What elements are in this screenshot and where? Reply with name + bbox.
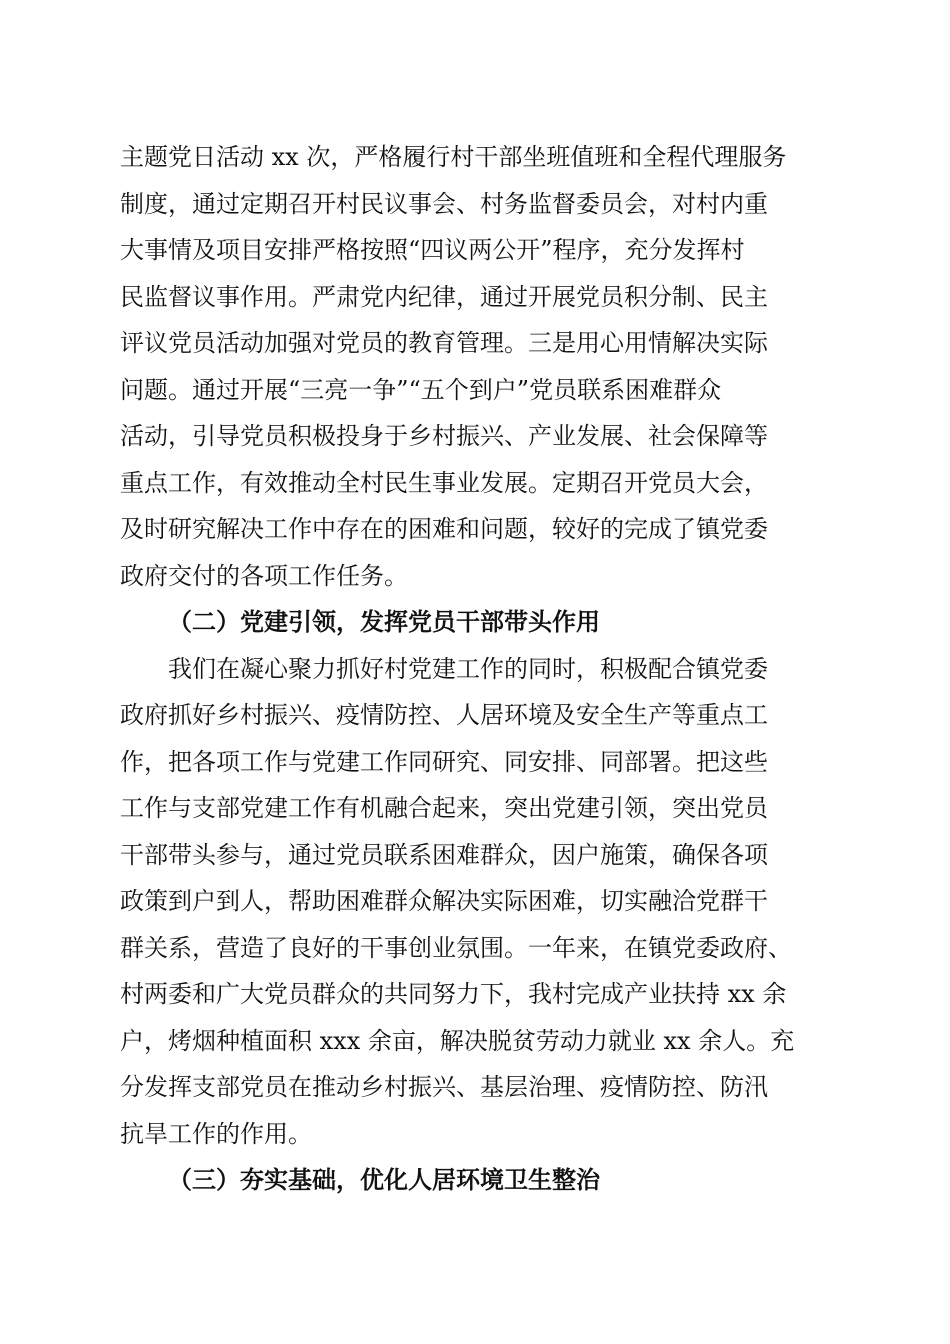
- text-line: 政府交付的各项工作任务。: [120, 561, 408, 590]
- text-line: 分发挥支部党员在推动乡村振兴、基层治理、疫情防控、防汛: [120, 1073, 768, 1101]
- text-line: 重点工作，有效推动全村民生事业发展。定期召开党员大会，: [120, 468, 768, 497]
- paragraph-section-2: [120, 646, 840, 1158]
- text-line: 问题。通过开展“三亮一争”“五个到户”党员联系困难群众: [120, 375, 722, 404]
- text-line: 村两委和广大党员群众的共同努力下，我村完成产业扶持 xx 余: [120, 980, 787, 1008]
- text-line: 户，烤烟种植面积 xxx 余亩，解决脱贫劳动力就业 xx 余人。充: [120, 1026, 795, 1055]
- text-line: 民监督议事作用。严肃党内纪律，通过开展党员积分制、民主: [120, 282, 768, 311]
- text-line: 工作与支部党建工作有机融合起来，突出党建引领，突出党员: [120, 794, 768, 822]
- text-line: 制度，通过定期召开村民议事会、村务监督委员会，对村内重: [120, 189, 768, 218]
- text-line: 大事情及项目安排严格按照“四议两公开”程序，充分发挥村: [120, 236, 745, 264]
- text-line: 我们在凝心聚力抓好村党建工作的同时，积极配合镇党委: [168, 654, 768, 683]
- section-heading-2: （二）党建引领，发挥党员干部带头作用: [168, 607, 600, 636]
- text-line: 活动，引导党员积极投身于乡村振兴、产业发展、社会保障等: [120, 422, 768, 450]
- text-line: 干部带头参与，通过党员联系困难群众，因户施策，确保各项: [120, 840, 768, 869]
- text-line: 作，把各项工作与党建工作同研究、同安排、同部署。把这些: [120, 747, 768, 776]
- text-line: 抗旱工作的作用。: [120, 1119, 312, 1148]
- text-line: 及时研究解决工作中存在的困难和问题，较好的完成了镇党委: [120, 515, 768, 543]
- text-line: 群关系，营造了良好的干事创业氛围。一年来，在镇党委政府、: [120, 933, 792, 962]
- text-line: 政策到户到人，帮助困难群众解决实际困难，切实融洽党群干: [120, 887, 768, 915]
- text-line: 评议党员活动加强对党员的教育管理。三是用心用情解决实际: [120, 329, 768, 357]
- text-line: 政府抓好乡村振兴、疫情防控、人居环境及安全生产等重点工: [120, 701, 768, 729]
- paragraph-continued: [120, 134, 840, 599]
- section-heading-3: （三）夯实基础，优化人居环境卫生整治: [168, 1165, 600, 1194]
- document-body: [120, 134, 840, 1204]
- text-line: 主题党日活动 xx 次，严格履行村干部坐班值班和全程代理服务: [120, 143, 787, 171]
